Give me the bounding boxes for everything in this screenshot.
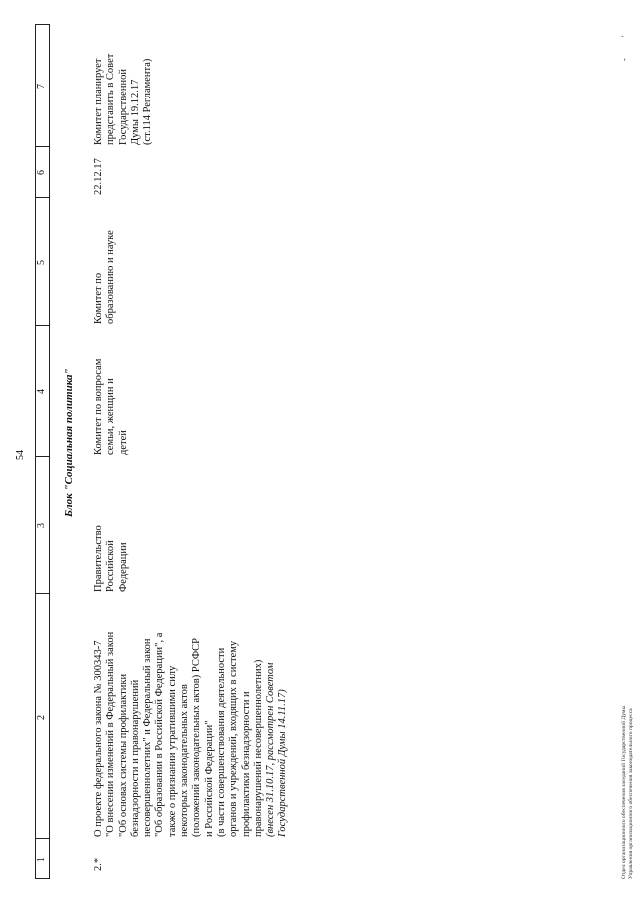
col-divider (35, 146, 50, 147)
column-number-5: 5 (36, 260, 47, 265)
description-line: "О внесении изменений в Федеральный закон (105, 631, 117, 837)
section-title: Блок "Социальная политика" (63, 368, 75, 517)
review-date: 22.12.17 (93, 158, 104, 195)
initiator-line: Федерации (117, 542, 129, 592)
page-number: 54 (15, 450, 26, 460)
col-divider (35, 593, 50, 594)
column-number-7: 7 (36, 84, 47, 89)
description-line: органов и учреждений, входящих в систему (228, 640, 240, 837)
initiator-line: Российской (105, 540, 117, 592)
description-line: также о признании утратившими силу (166, 665, 178, 837)
column-number-3: 3 (36, 523, 47, 528)
col-divider (35, 197, 50, 198)
co-executor-line: Комитет по вопросам (93, 358, 104, 455)
footer-line: Отдел организационного обеспечения заседаний Государственной Думы (621, 705, 627, 879)
header-top-rule (35, 24, 36, 879)
description-line: "Об образовании в Российской Федерации", а (154, 632, 166, 837)
column-number-2: 2 (36, 715, 47, 720)
note-line: представить в Совет (105, 53, 117, 145)
co-executor-committee (93, 359, 130, 455)
co-executor-line: детей (117, 430, 129, 455)
margin-mark: ' (620, 35, 629, 37)
description-line: профилактики безнадзорности и (240, 691, 252, 837)
responsible-committee (93, 230, 118, 324)
initiator-line: Правительство (93, 525, 104, 592)
row-number: 2.* (93, 857, 104, 871)
col-divider (35, 24, 50, 25)
column-number-4: 4 (36, 389, 47, 394)
description-line: и Российской Федерации" (203, 720, 215, 837)
description-line: (в части совершенствования деятельности (215, 647, 227, 837)
col-divider (35, 838, 50, 839)
note-line: (ст.114 Регламента) (142, 58, 154, 145)
margin-mark: - (620, 58, 629, 61)
initiator (93, 525, 130, 592)
footer (621, 706, 635, 879)
responsible-line: образованию и науке (105, 230, 117, 324)
col-divider (35, 456, 50, 457)
description-line: (положений законодательных актов) РСФСР (191, 638, 203, 837)
description-line: правонарушений несовершеннолетних) (252, 659, 264, 837)
header-bottom-rule (49, 24, 50, 879)
description-line: О проекте федерального закона № 300343-7 (93, 640, 104, 837)
description-line: несовершеннолетних" и Федеральный закон (142, 638, 154, 837)
footer-line: Управления организационного обеспечения законодательного процесса (628, 708, 634, 879)
note (93, 54, 154, 145)
responsible-line: Комитет по (93, 272, 104, 324)
column-number-6: 6 (36, 170, 47, 175)
description-line: безнадзорности и правонарушений (129, 679, 141, 837)
note-line: Думы 19.12.17 (129, 79, 141, 145)
column-number-1: 1 (36, 857, 47, 862)
description-italic-line: (внесен 31.10.17, рассмотрен Советом (265, 662, 277, 837)
note-line: Государственной (117, 69, 129, 145)
note-line: Комитет планирует (93, 58, 104, 145)
bill-description (93, 632, 290, 837)
col-divider (35, 878, 50, 879)
description-line: "Об основах системы профилактики (117, 673, 129, 837)
co-executor-line: семьи, женщин и (105, 378, 117, 455)
description-italic-line: Государственной Думы 14.11.17) (277, 689, 289, 837)
col-divider (35, 325, 50, 326)
description-line: некоторых законодательных актов (179, 684, 191, 837)
